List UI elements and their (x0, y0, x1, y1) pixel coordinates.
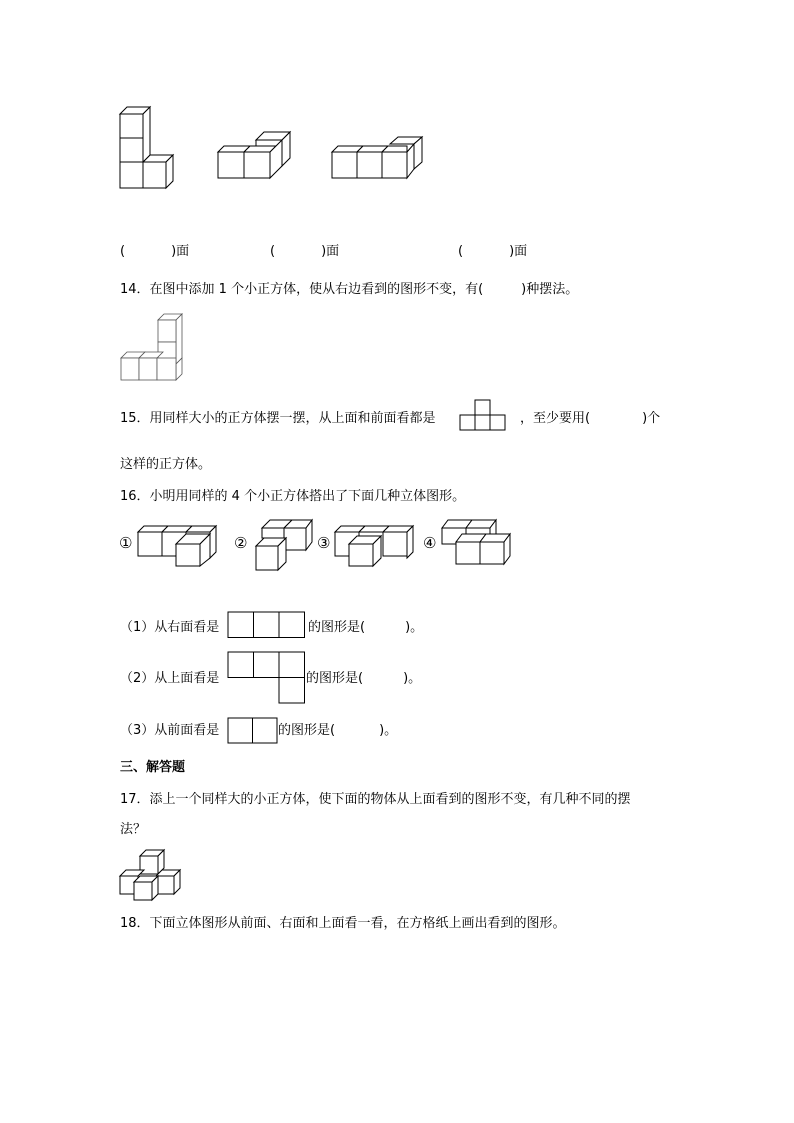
q16-sub2-after: 的图形是( (306, 671, 364, 686)
q16-sub3-shape (227, 717, 279, 745)
q16-figure-3 (333, 520, 419, 570)
q16-label-3: ③ (317, 534, 331, 552)
q16-sub1-rest (308, 620, 423, 636)
q13-answer-2 (270, 244, 339, 260)
q16-sub1-after: 的图形是( (308, 620, 366, 635)
q17-line1: 17．添上一个同样大的小正方体，使下面的物体从上面看到的图形不变，有几种不同的摆 (120, 792, 631, 807)
q15-text-end: )个 (642, 411, 661, 426)
q15-shape-figure (458, 398, 508, 432)
q16-sub1-end: )。 (405, 620, 424, 635)
q16-sub3-rest (278, 723, 397, 739)
q15-line2: 这样的正方体。 (120, 457, 212, 472)
q13-figure-3 (330, 134, 430, 184)
q14-question (120, 282, 578, 298)
q13-open-paren-2: ( (270, 244, 276, 259)
q13-answer-3 (458, 244, 527, 260)
q15-question (120, 411, 436, 427)
q16-sub2-end: )。 (403, 671, 422, 686)
q13-open-paren-1: ( (120, 244, 126, 259)
q13-face-label-3: )面 (509, 244, 528, 259)
q16-sub3-after: 的图形是( (278, 723, 336, 738)
q16-intro: 16．小明用同样的 4 个小正方体搭出了下面几种立体图形。 (120, 489, 466, 504)
q16-label-2: ② (234, 534, 248, 552)
q14-text-after: )种摆法。 (521, 282, 579, 297)
q13-face-label-1: )面 (171, 244, 190, 259)
q15-question-end (520, 411, 660, 427)
q15-text-before: 15．用同样大小的正方体摆一摆，从上面和前面看都是 (120, 411, 436, 426)
q13-answer-1 (120, 244, 189, 260)
q17-line2: 法？ (120, 822, 147, 837)
q13-figure-2 (216, 128, 300, 184)
q16-figure-2 (252, 514, 314, 572)
q13-figure-1 (116, 104, 186, 194)
q16-figure-4 (440, 516, 518, 568)
q18-question: 18．下面立体图形从前面、右面和上面看一看，在方格纸上画出看到的图形。 (120, 916, 566, 931)
q16-sub2-shape (227, 651, 307, 705)
q13-face-label-2: )面 (321, 244, 340, 259)
q16-sub1-label: （1）从右面看是 (120, 620, 220, 635)
q16-sub3-label: （3）从前面看是 (120, 723, 220, 738)
q16-sub2-rest (306, 671, 421, 687)
q16-label-1: ① (119, 534, 133, 552)
q15-text-after: ，至少要用( (520, 411, 591, 426)
q16-sub1-shape (227, 611, 307, 639)
q13-open-paren-3: ( (458, 244, 464, 259)
q14-text-before: 14．在图中添加 1 个小正方体，使从右边看到的图形不变，有( (120, 282, 484, 297)
q16-sub2-label: （2）从上面看是 (120, 671, 220, 686)
q16-label-4: ④ (423, 534, 437, 552)
q16-figure-1 (136, 520, 222, 570)
q14-figure (118, 310, 190, 384)
section-heading: 三、解答题 (120, 760, 186, 775)
q17-figure (116, 846, 188, 902)
q16-sub3-end: )。 (379, 723, 398, 738)
